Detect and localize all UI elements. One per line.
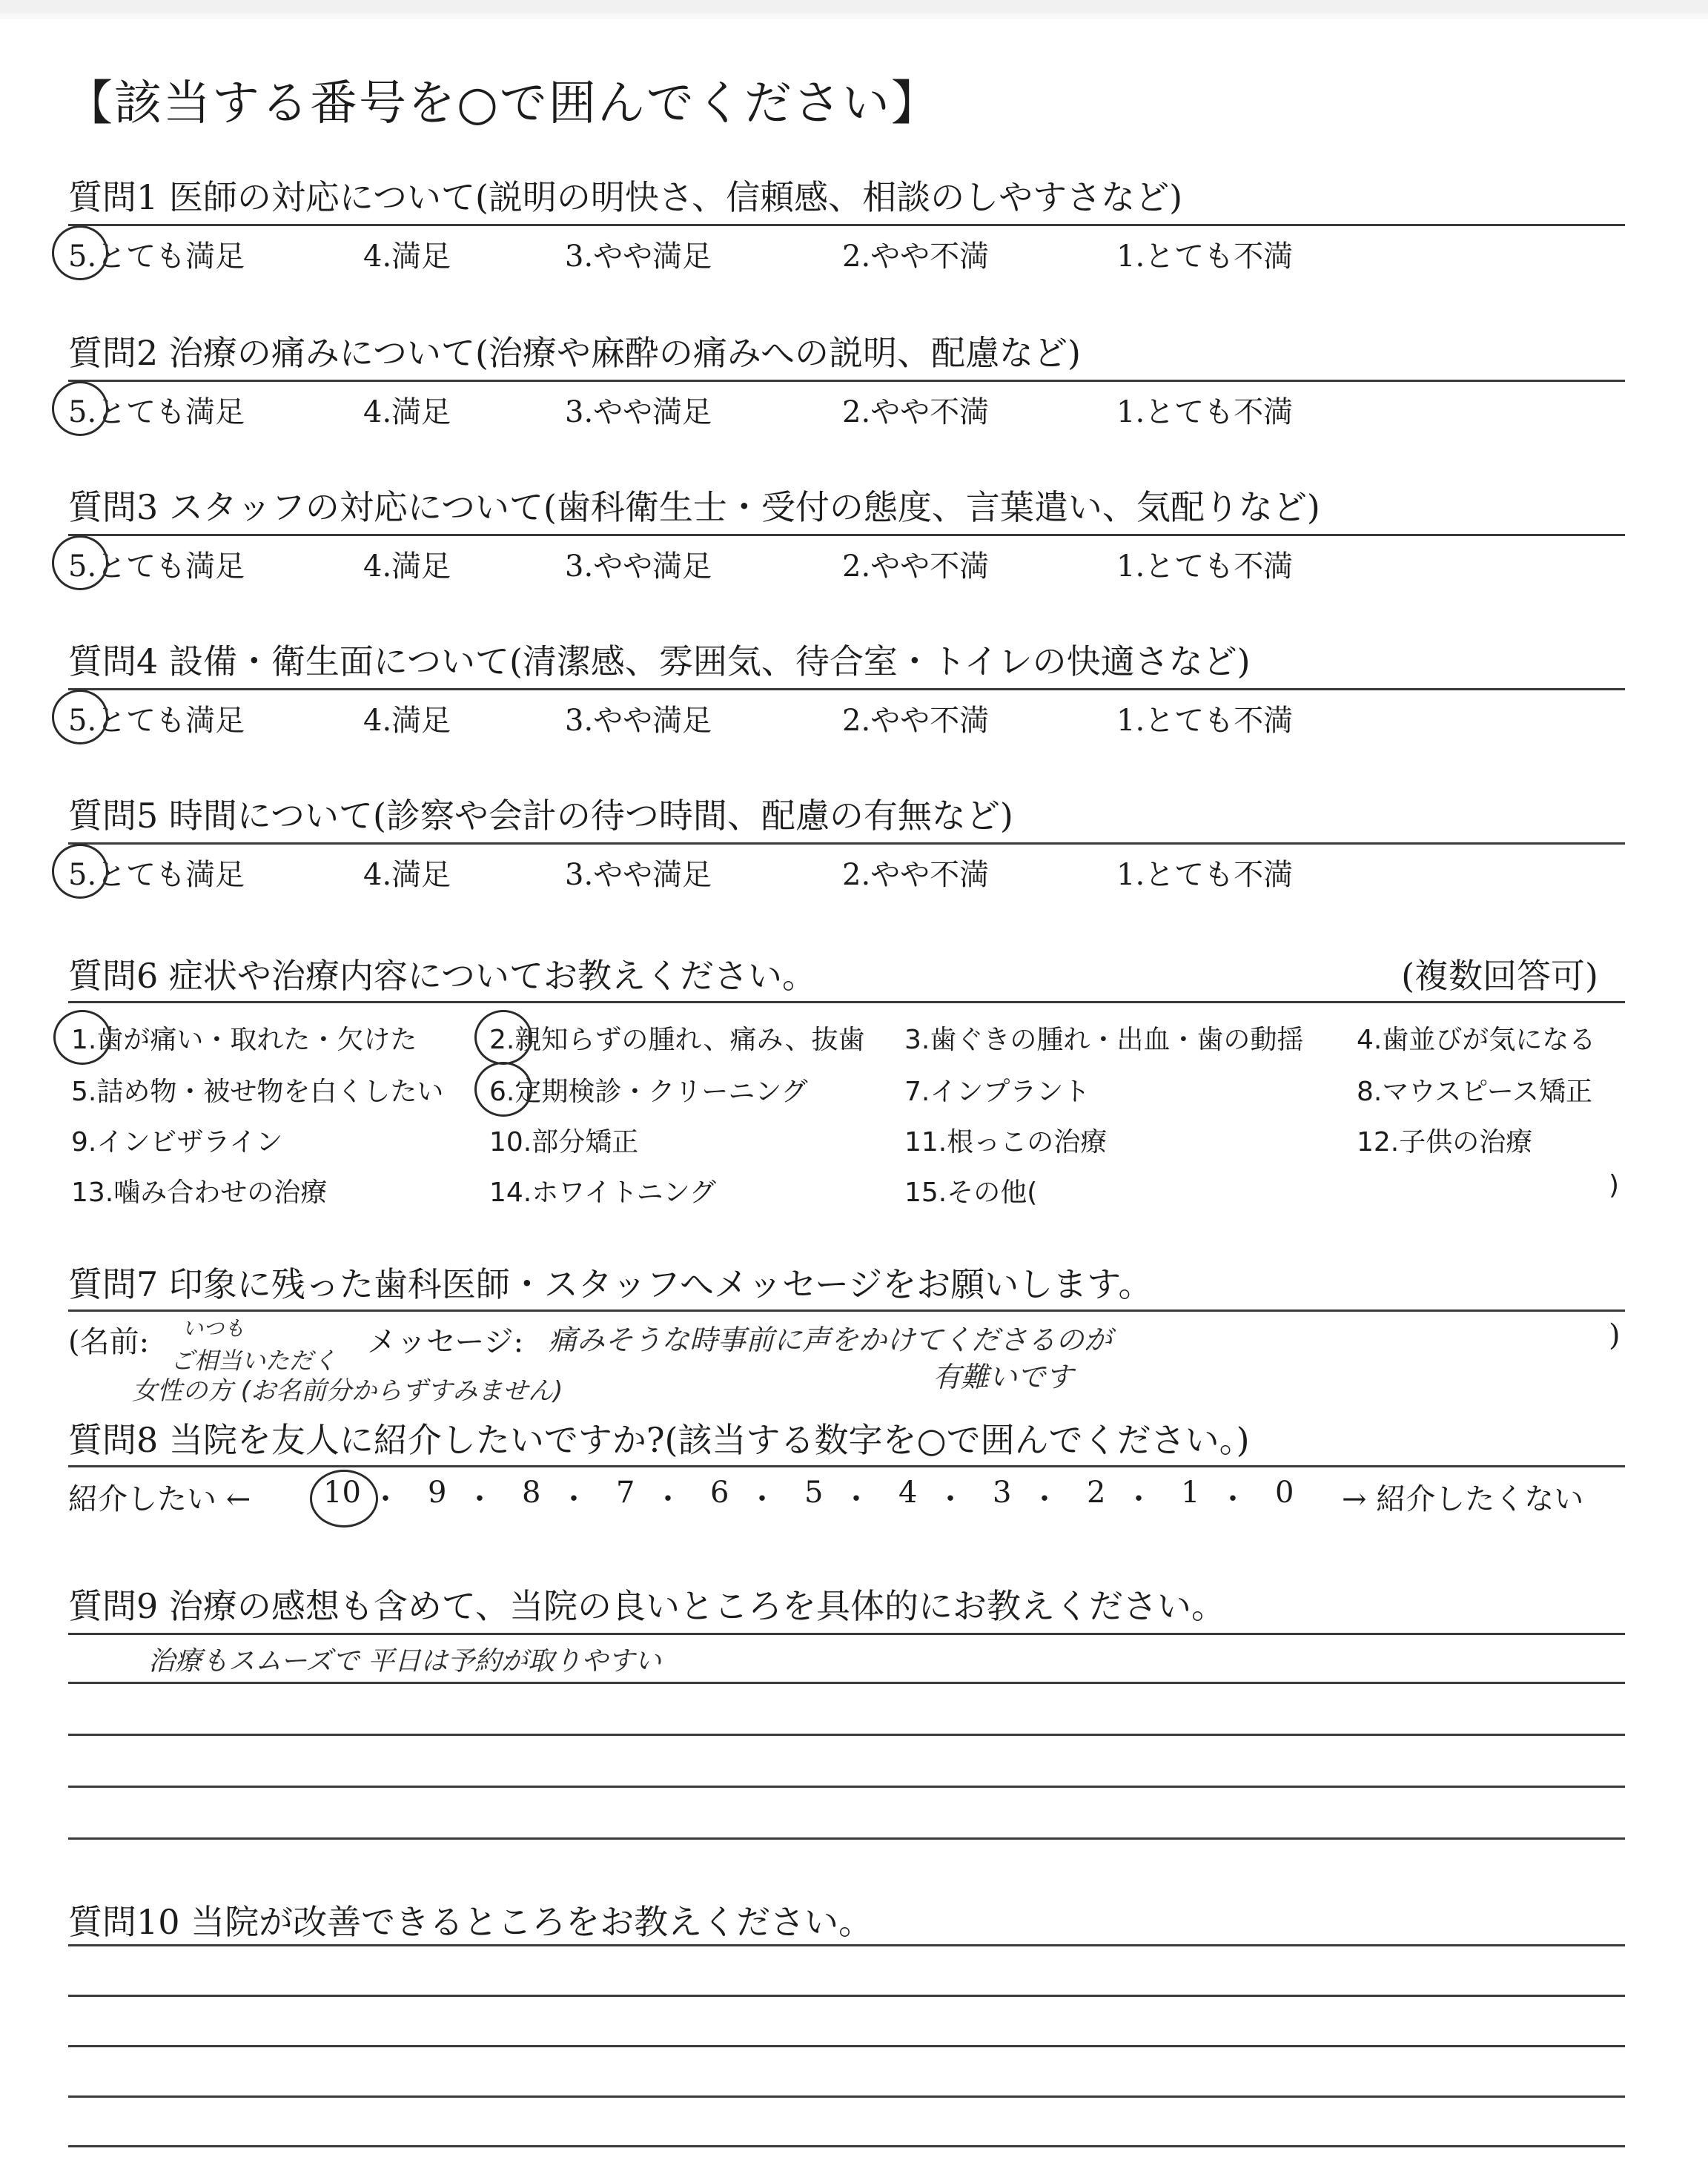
q7-title: 質問7 印象に残った歯科医師・スタッフへメッセージをお願いします。 bbox=[68, 1264, 1153, 1304]
q6-option-8[interactable]: 8.マウスピース矯正 bbox=[1357, 1077, 1593, 1107]
q8-scale-0[interactable]: 0 bbox=[1275, 1476, 1294, 1510]
q1-option-3[interactable]: 3.やや満足 bbox=[565, 240, 712, 274]
q1-rule bbox=[68, 224, 1625, 226]
q6-circle-1 bbox=[53, 1010, 111, 1065]
q8-scale-4[interactable]: 4 bbox=[898, 1476, 918, 1510]
q10-line-3 bbox=[68, 2045, 1625, 2047]
q5-option-5[interactable]: 5.とても満足 bbox=[68, 858, 245, 892]
q7-name-hw-2: ご相当いただく bbox=[171, 1347, 337, 1375]
q8-scale-8[interactable]: 8 bbox=[522, 1476, 541, 1510]
q2-option-3[interactable]: 3.やや満足 bbox=[565, 395, 712, 429]
q10-title: 質問10 当院が改善できるところをお教えください。 bbox=[68, 1902, 873, 1942]
q8-scale-3[interactable]: 3 bbox=[993, 1476, 1012, 1510]
q3-option-4[interactable]: 4.満足 bbox=[363, 549, 451, 584]
q5-option-1[interactable]: 1.とても不満 bbox=[1116, 858, 1294, 892]
q1-option-5[interactable]: 5.とても満足 bbox=[68, 240, 245, 274]
q8-scale-dot: ・ bbox=[1030, 1482, 1059, 1516]
q9-line-5 bbox=[68, 1837, 1625, 1840]
q7-message-hw-1: 痛みそうな時事前に声をかけてくださるのが bbox=[549, 1324, 1113, 1356]
q6-option-15[interactable]: 15.その他( bbox=[904, 1178, 1038, 1208]
q8-scale-dot: ・ bbox=[747, 1482, 777, 1516]
q6-option-11[interactable]: 11.根っこの治療 bbox=[904, 1127, 1108, 1157]
q3-option-1[interactable]: 1.とても不満 bbox=[1116, 549, 1294, 584]
q2-option-2[interactable]: 2.やや不満 bbox=[842, 395, 990, 429]
q8-scale-9[interactable]: 9 bbox=[428, 1476, 447, 1510]
q2-option-4[interactable]: 4.満足 bbox=[363, 395, 451, 429]
q9-line-1 bbox=[68, 1633, 1625, 1635]
q8-circle-10 bbox=[310, 1470, 378, 1527]
q8-scale-5[interactable]: 5 bbox=[804, 1476, 824, 1510]
q5-option-3[interactable]: 3.やや満足 bbox=[565, 858, 712, 892]
q8-scale-dot: ・ bbox=[465, 1482, 494, 1516]
q3-rule bbox=[68, 534, 1625, 536]
q4-option-5[interactable]: 5.とても満足 bbox=[68, 704, 245, 738]
q8-scale-6[interactable]: 6 bbox=[710, 1476, 729, 1510]
q1-title: 質問1 医師の対応について(説明の明快さ、信頼感、相談のしやすさなど) bbox=[68, 177, 1183, 217]
q6-option-2[interactable]: 2.親知らずの腫れ、痛み、抜歯 bbox=[489, 1025, 865, 1055]
q6-option-12[interactable]: 12.子供の治療 bbox=[1357, 1127, 1533, 1157]
q4-selected-circle bbox=[52, 690, 108, 744]
q6-option-9[interactable]: 9.インビザライン bbox=[71, 1127, 283, 1157]
q8-scale-dot: ・ bbox=[1218, 1482, 1248, 1516]
q8-scale-dot: ・ bbox=[841, 1482, 871, 1516]
q4-option-4[interactable]: 4.満足 bbox=[363, 704, 451, 738]
q8-scale-10[interactable]: 10 bbox=[323, 1476, 361, 1510]
q9-line-3 bbox=[68, 1734, 1625, 1736]
q10-line-5 bbox=[68, 2145, 1625, 2147]
q3-selected-circle bbox=[52, 535, 108, 590]
q6-option-5[interactable]: 5.詰め物・被せ物を白くしたい bbox=[71, 1077, 444, 1107]
q8-scale-dot: ・ bbox=[936, 1482, 965, 1516]
q6-title: 質問6 症状や治療内容についてお教えください。 bbox=[68, 956, 816, 996]
q4-option-2[interactable]: 2.やや不満 bbox=[842, 704, 990, 738]
scan-edge-shadow bbox=[0, 13, 1708, 19]
q6-option-1[interactable]: 1.歯が痛い・取れた・欠けた bbox=[71, 1025, 417, 1055]
q6-other-close: ) bbox=[1609, 1170, 1620, 1200]
q2-option-1[interactable]: 1.とても不満 bbox=[1116, 395, 1294, 429]
q1-option-4[interactable]: 4.満足 bbox=[363, 240, 451, 274]
q9-answer-hw: 治療もスムーズで 平日は予約が取りやすい bbox=[148, 1646, 661, 1677]
q10-line-1 bbox=[68, 1944, 1625, 1946]
q2-selected-circle bbox=[52, 381, 108, 436]
q4-rule bbox=[68, 688, 1625, 690]
q8-title: 質問8 当院を友人に紹介したいですか?(該当する数字を○で囲んでください。) bbox=[68, 1420, 1250, 1460]
q1-selected-circle bbox=[52, 225, 108, 280]
q6-option-13[interactable]: 13.噛み合わせの治療 bbox=[71, 1178, 328, 1208]
q5-option-2[interactable]: 2.やや不満 bbox=[842, 858, 990, 892]
q6-option-14[interactable]: 14.ホワイトニング bbox=[489, 1178, 717, 1208]
q6-circle-6 bbox=[474, 1062, 532, 1117]
q6-option-6[interactable]: 6.定期検診・クリーニング bbox=[489, 1077, 808, 1107]
q6-option-4[interactable]: 4.歯並びが気になる bbox=[1357, 1025, 1596, 1055]
q7-message-label: メッセージ: bbox=[367, 1325, 524, 1359]
q6-circle-2 bbox=[474, 1010, 532, 1065]
q5-selected-circle bbox=[52, 844, 108, 899]
q3-option-2[interactable]: 2.やや不満 bbox=[842, 549, 990, 584]
q8-scale-1[interactable]: 1 bbox=[1181, 1476, 1200, 1510]
q6-rule bbox=[68, 1001, 1625, 1003]
q5-title: 質問5 時間について(診察や会計の待つ時間、配慮の有無など) bbox=[68, 796, 1013, 836]
q4-option-1[interactable]: 1.とても不満 bbox=[1116, 704, 1294, 738]
q7-name-hw-1: いつも bbox=[182, 1316, 245, 1341]
q7-close-paren: ) bbox=[1609, 1318, 1621, 1353]
q9-line-4 bbox=[68, 1786, 1625, 1788]
q8-scale-dot: ・ bbox=[371, 1482, 400, 1516]
q3-option-3[interactable]: 3.やや満足 bbox=[565, 549, 712, 584]
q5-rule bbox=[68, 842, 1625, 845]
q3-option-5[interactable]: 5.とても満足 bbox=[68, 549, 245, 584]
q1-option-1[interactable]: 1.とても不満 bbox=[1116, 240, 1294, 274]
q7-name-label: (名前: bbox=[68, 1325, 150, 1359]
q8-right-label: → 紹介したくない bbox=[1342, 1482, 1584, 1516]
q6-option-10[interactable]: 10.部分矯正 bbox=[489, 1127, 639, 1157]
q6-option-3[interactable]: 3.歯ぐきの腫れ・出血・歯の動揺 bbox=[904, 1025, 1304, 1055]
q8-scale-dot: ・ bbox=[559, 1482, 589, 1516]
q4-title: 質問4 設備・衛生面について(清潔感、雰囲気、待合室・トイレの快適さなど) bbox=[68, 641, 1251, 681]
q3-title: 質問3 スタッフの対応について(歯科衛生士・受付の態度、言葉遣い、気配りなど) bbox=[68, 487, 1320, 527]
q4-option-3[interactable]: 3.やや満足 bbox=[565, 704, 712, 738]
q9-title: 質問9 治療の感想も含めて、当院の良いところを具体的にお教えください。 bbox=[68, 1586, 1225, 1626]
q8-scale-7[interactable]: 7 bbox=[616, 1476, 635, 1510]
q8-scale-2[interactable]: 2 bbox=[1087, 1476, 1106, 1510]
form-title: 【該当する番号を○で囲んでください】 bbox=[65, 76, 940, 131]
q10-line-4 bbox=[68, 2095, 1625, 2098]
q7-rule bbox=[68, 1309, 1625, 1312]
q6-option-7[interactable]: 7.インプラント bbox=[904, 1077, 1090, 1107]
q1-option-2[interactable]: 2.やや不満 bbox=[842, 240, 990, 274]
q9-line-2 bbox=[68, 1682, 1625, 1684]
q5-option-4[interactable]: 4.満足 bbox=[363, 858, 451, 892]
q2-option-5[interactable]: 5.とても満足 bbox=[68, 395, 245, 429]
q7-message-hw-2: 有難いです bbox=[933, 1361, 1074, 1393]
q2-title: 質問2 治療の痛みについて(治療や麻酔の痛みへの説明、配慮など) bbox=[68, 333, 1081, 373]
q8-rule bbox=[68, 1465, 1625, 1467]
q8-scale-dot: ・ bbox=[653, 1482, 683, 1516]
q6-multi-note: (複数回答可) bbox=[1401, 956, 1598, 996]
scan-edge bbox=[0, 0, 1708, 13]
q8-scale-dot: ・ bbox=[1124, 1482, 1153, 1516]
q10-line-2 bbox=[68, 1995, 1625, 1997]
q8-left-label: 紹介したい ← bbox=[68, 1482, 251, 1516]
q7-name-hw-3: 女性の方 (お名前分からずすみません) bbox=[132, 1376, 563, 1406]
q2-rule bbox=[68, 380, 1625, 382]
